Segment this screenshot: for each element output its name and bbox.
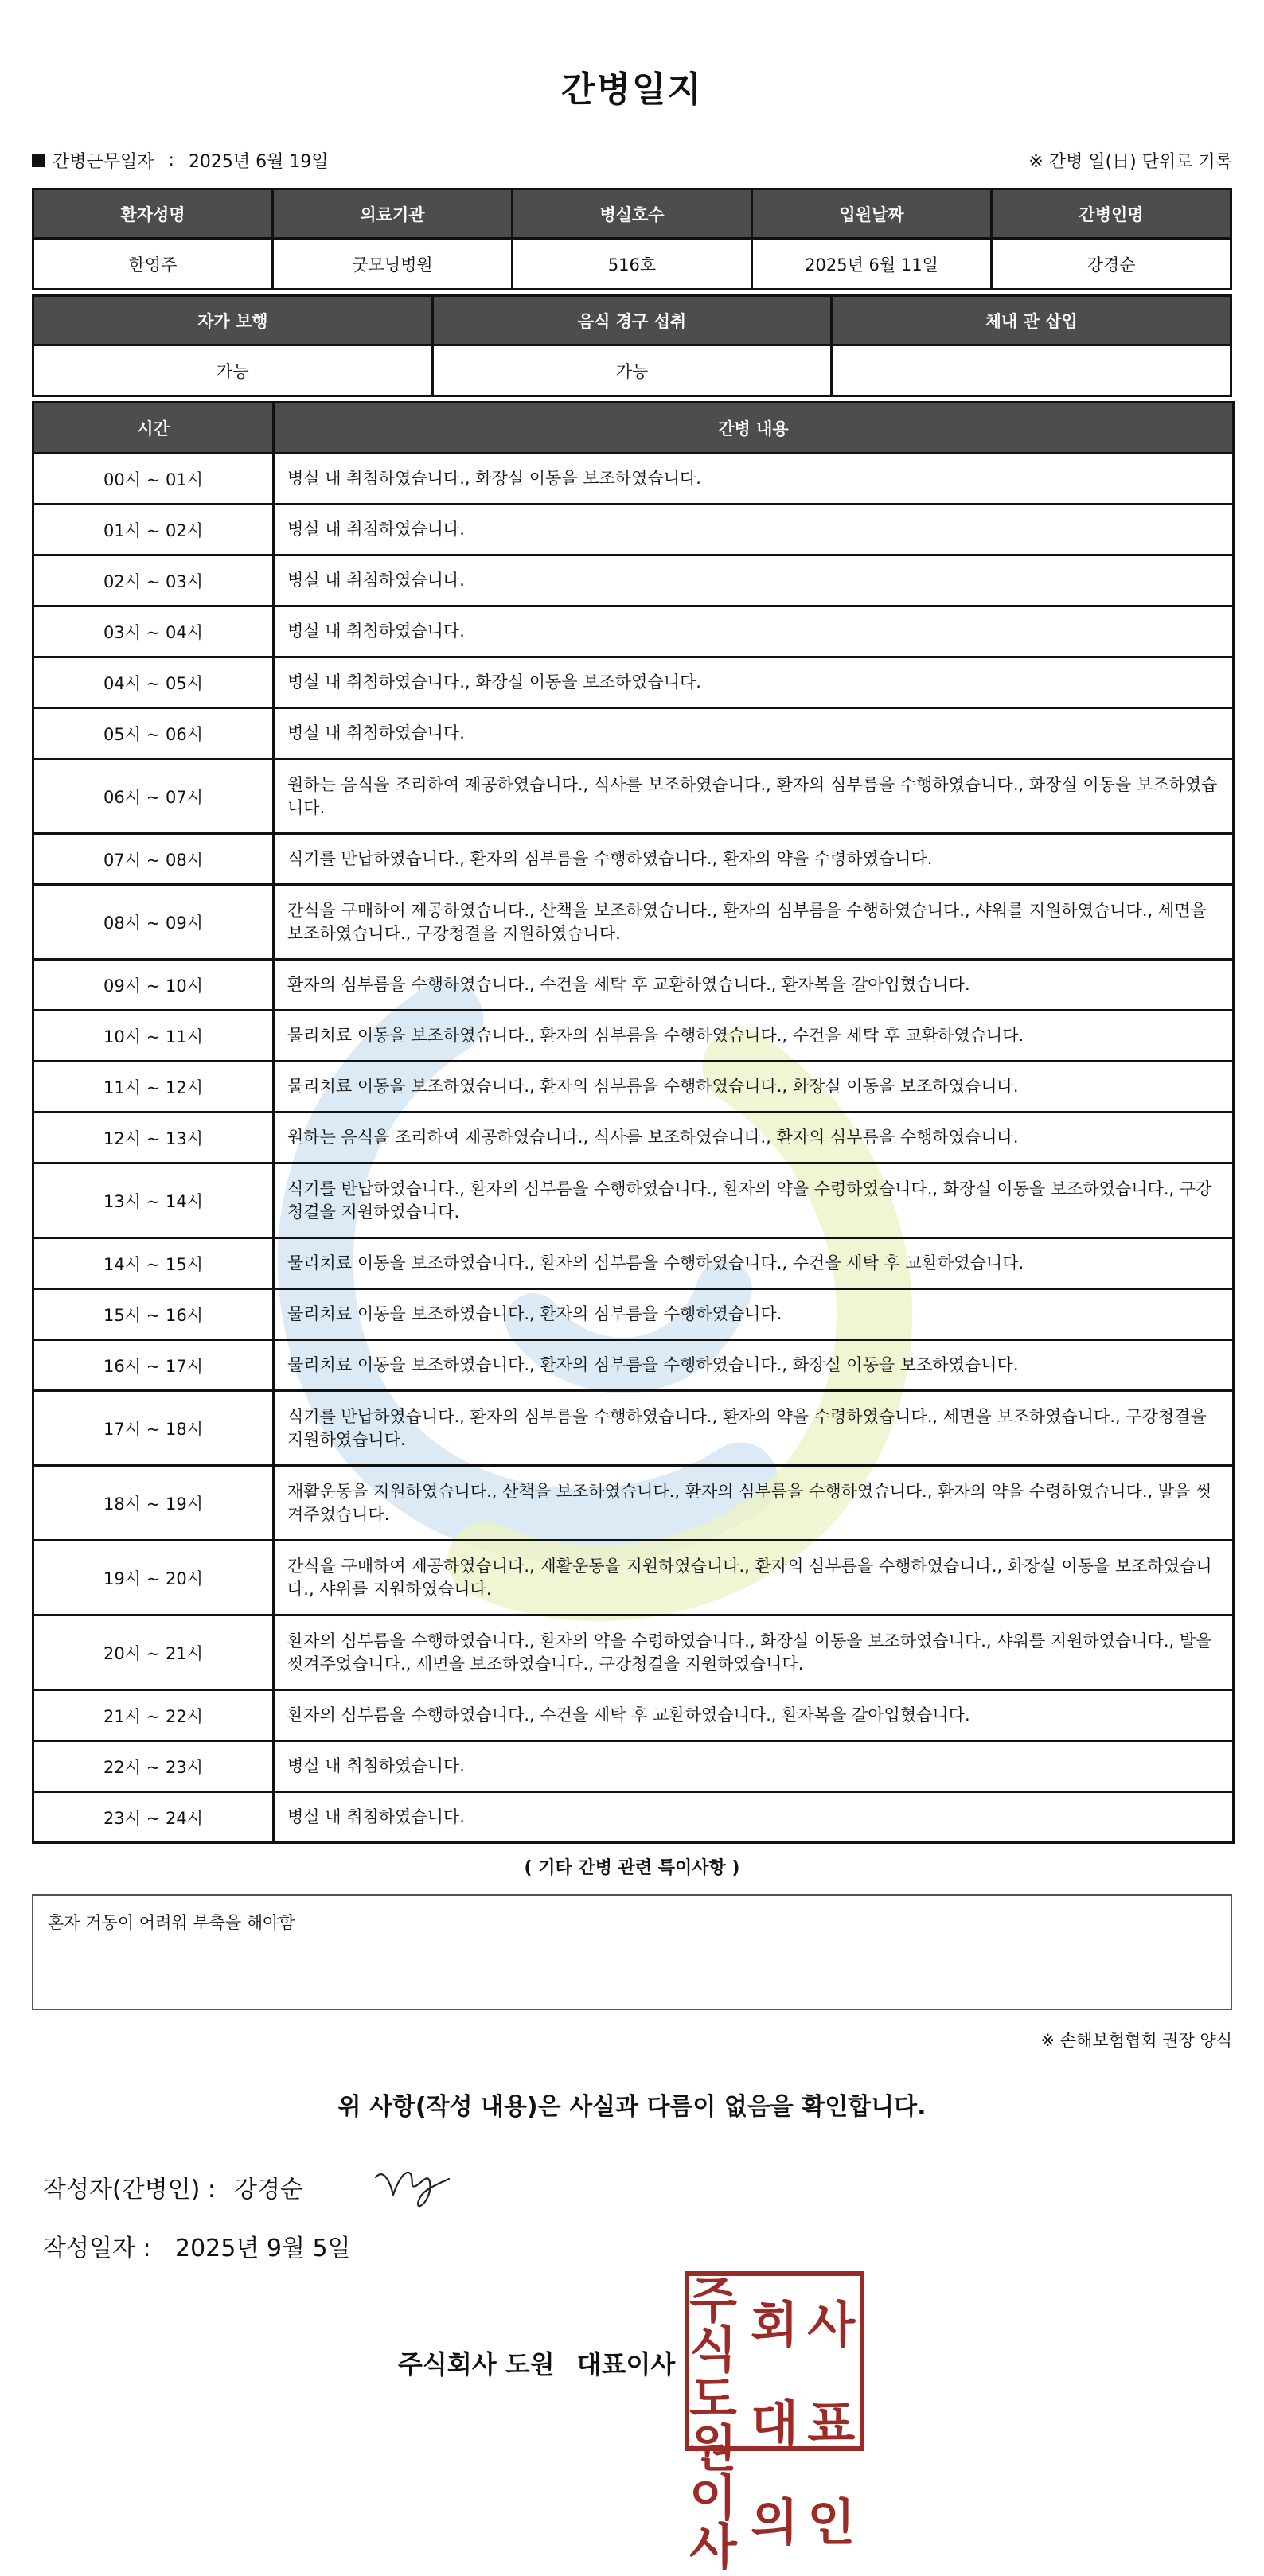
- seal-glyph: 이사: [689, 2469, 737, 2576]
- company-signature-line: [398, 2344, 675, 2381]
- care-cell: 병실 내 취침하였습니다.: [274, 1741, 1234, 1792]
- special-notes-box: 혼자 거동이 어려워 부축을 해야함: [32, 1894, 1232, 2010]
- table-row: [33, 505, 1234, 555]
- table-row: [33, 657, 1234, 708]
- self-walking-value: 가능: [33, 345, 433, 396]
- header-caregiver-name: 간병인명: [992, 189, 1231, 239]
- table-row: [33, 708, 1234, 759]
- table-row: [33, 960, 1234, 1011]
- table-row: [33, 1741, 1234, 1792]
- time-cell: 23시 ~ 24시: [33, 1792, 274, 1843]
- table-row: [33, 1113, 1234, 1163]
- special-notes-title: ( 기타 간병 관련 특이사항 ): [524, 1858, 740, 1878]
- care-cell: 병실 내 취침하였습니다.: [274, 606, 1234, 657]
- care-cell: 환자의 심부름을 수행하였습니다., 환자의 약을 수령하였습니다., 화장실 이동을 보조하였습니다., 샤워를 지원하였습니다., 발을 씻겨주었습니다., 세면을 보조하였습니다., 구강청결을 지원하였습니다.: [274, 1615, 1234, 1690]
- care-cell: 물리치료 이동을 보조하였습니다., 환자의 심부름을 수행하였습니다., 화장실 이동을 보조하였습니다.: [274, 1340, 1234, 1391]
- table-row: [33, 1391, 1234, 1466]
- time-cell: 03시 ~ 04시: [33, 606, 274, 657]
- writer-row: [43, 2169, 303, 2204]
- table-row: [33, 1011, 1234, 1062]
- header-oral-intake: 음식 경구 섭취: [432, 296, 832, 345]
- care-cell: 식기를 반납하였습니다., 환자의 심부름을 수행하였습니다., 환자의 약을 수령하였습니다.: [274, 834, 1234, 885]
- status-value-row: [33, 345, 1231, 396]
- table-row: [33, 1289, 1234, 1340]
- time-cell: 07시 ~ 08시: [33, 834, 274, 885]
- oral-intake-value: 가능: [432, 345, 832, 396]
- care-cell: 간식을 구매하여 제공하였습니다., 산책을 보조하였습니다., 환자의 심부름을 수행하였습니다., 샤워를 지원하였습니다., 세면을 보조하였습니다., 구강청결을 지원하였습니다.: [274, 885, 1234, 960]
- patient-header-row: [33, 189, 1231, 239]
- time-cell: 22시 ~ 23시: [33, 1741, 274, 1792]
- time-cell: 11시 ~ 12시: [33, 1062, 274, 1113]
- seal-glyph: 대: [751, 2395, 798, 2453]
- table-row: [33, 1792, 1234, 1843]
- care-cell: 병실 내 취침하였습니다., 화장실 이동을 보조하였습니다.: [274, 657, 1234, 708]
- time-cell: 20시 ~ 21시: [33, 1615, 274, 1690]
- admission-date: 2025년 6월 11일: [752, 239, 992, 290]
- care-cell: 원하는 음식을 조리하여 제공하였습니다., 식사를 보조하였습니다., 환자의 심부름을 수행하였습니다.: [274, 1113, 1234, 1163]
- time-cell: 04시 ~ 05시: [33, 657, 274, 708]
- header-patient-name: 환자성명: [33, 189, 273, 239]
- time-cell: 18시 ~ 19시: [33, 1466, 274, 1541]
- care-cell: 병실 내 취침하였습니다.: [274, 1792, 1234, 1843]
- header-hospital: 의료기관: [273, 189, 513, 239]
- patient-info-table: [32, 188, 1232, 290]
- care-cell: 병실 내 취침하였습니다., 화장실 이동을 보조하였습니다.: [274, 454, 1234, 505]
- header-self-walking: 자가 보행: [33, 296, 433, 345]
- care-cell: 물리치료 이동을 보조하였습니다., 환자의 심부름을 수행하였습니다., 수건을 세탁 후 교환하였습니다.: [274, 1238, 1234, 1289]
- patient-name: 한영주: [33, 239, 273, 290]
- time-cell: 09시 ~ 10시: [33, 960, 274, 1011]
- room-number: 516호: [513, 239, 752, 290]
- care-cell: 재활운동을 지원하였습니다., 산책을 보조하였습니다., 환자의 심부름을 수행하였습니다., 환자의 약을 수령하였습니다., 발을 씻겨주었습니다.: [274, 1466, 1234, 1541]
- form-source-note: ※ 손해보험협회 권장 양식: [1040, 2031, 1232, 2050]
- filled-square-icon: [32, 154, 45, 167]
- tube-insertion-value: [832, 345, 1231, 396]
- work-date-value: 2025년 6월 19일: [188, 152, 329, 172]
- time-cell: 08시 ~ 09시: [33, 885, 274, 960]
- time-cell: 06시 ~ 07시: [33, 759, 274, 834]
- seal-glyph: 주식: [689, 2271, 737, 2379]
- table-row: [33, 1340, 1234, 1391]
- patient-value-row: [33, 239, 1231, 290]
- patient-status-table: [32, 294, 1232, 397]
- time-cell: 10시 ~ 11시: [33, 1011, 274, 1062]
- care-cell: 간식을 구매하여 제공하였습니다., 재활운동을 지원하였습니다., 환자의 심부름을 수행하였습니다., 화장실 이동을 보조하였습니다., 샤워를 지원하였습니다.: [274, 1541, 1234, 1615]
- handwritten-signature: [369, 2150, 457, 2214]
- ceo-title: 대표이사: [576, 2349, 676, 2379]
- care-cell: 환자의 심부름을 수행하였습니다., 수건을 세탁 후 교환하였습니다., 환자복을 갈아입혔습니다.: [274, 1690, 1234, 1741]
- table-row: [33, 1690, 1234, 1741]
- written-date-value: 2025년 9월 5일: [175, 2235, 351, 2262]
- time-cell: 21시 ~ 22시: [33, 1690, 274, 1741]
- company-seal-stamp: [685, 2271, 864, 2576]
- time-cell: 01시 ~ 02시: [33, 505, 274, 555]
- time-cell: 14시 ~ 15시: [33, 1238, 274, 1289]
- table-row: [33, 606, 1234, 657]
- daily-note: ※ 간병 일(日) 단위로 기록: [1028, 152, 1232, 172]
- time-cell: 13시 ~ 14시: [33, 1163, 274, 1238]
- hourly-care-log-table: [32, 401, 1235, 1844]
- table-row: [33, 454, 1234, 505]
- writer-name: 강경순: [234, 2176, 303, 2204]
- table-row: [33, 1238, 1234, 1289]
- work-date: [32, 148, 329, 173]
- work-date-label: 간병근무일자: [53, 152, 154, 172]
- care-cell: 물리치료 이동을 보조하였습니다., 환자의 심부름을 수행하였습니다., 수건을 세탁 후 교환하였습니다.: [274, 1011, 1234, 1062]
- header-tube-insertion: 체내 관 삽입: [832, 296, 1231, 345]
- log-header-row: [33, 403, 1234, 454]
- seal-glyph: 표: [807, 2395, 856, 2453]
- time-cell: 15시 ~ 16시: [33, 1289, 274, 1340]
- caregiver-name: 강경순: [992, 239, 1231, 290]
- table-row: [33, 1541, 1234, 1615]
- time-cell: 05시 ~ 06시: [33, 708, 274, 759]
- table-row: [33, 1062, 1234, 1113]
- time-cell: 16시 ~ 17시: [33, 1340, 274, 1391]
- seal-glyph: 사: [807, 2296, 856, 2354]
- seal-glyph: 도원: [689, 2370, 737, 2477]
- writer-label: 작성자(간병인) :: [43, 2176, 216, 2204]
- table-row: [33, 885, 1234, 960]
- table-row: [33, 834, 1234, 885]
- seal-glyph: 의: [751, 2493, 798, 2551]
- written-date-row: [43, 2228, 351, 2263]
- table-row: [33, 1615, 1234, 1690]
- time-cell: 19시 ~ 20시: [33, 1541, 274, 1615]
- time-cell: 12시 ~ 13시: [33, 1113, 274, 1163]
- seal-glyph: 인: [807, 2493, 856, 2551]
- written-date-label: 작성일자 :: [43, 2235, 151, 2262]
- header-care-content: 간병 내용: [274, 403, 1234, 454]
- work-date-colon: :: [168, 150, 174, 170]
- header-admission-date: 입원날짜: [752, 189, 992, 239]
- header-time: 시간: [33, 403, 274, 454]
- table-row: [33, 759, 1234, 834]
- company-name: 주식회사 도원: [398, 2349, 555, 2379]
- care-cell: 환자의 심부름을 수행하였습니다., 수건을 세탁 후 교환하였습니다., 환자복을 갈아입혔습니다.: [274, 960, 1234, 1011]
- time-cell: 17시 ~ 18시: [33, 1391, 274, 1466]
- care-cell: 원하는 음식을 조리하여 제공하였습니다., 식사를 보조하였습니다., 환자의 심부름을 수행하였습니다., 화장실 이동을 보조하였습니다.: [274, 759, 1234, 834]
- care-cell: 식기를 반납하였습니다., 환자의 심부름을 수행하였습니다., 환자의 약을 수령하였습니다., 화장실 이동을 보조하였습니다., 구강청결을 지원하였습니다.: [274, 1163, 1234, 1238]
- care-cell: 물리치료 이동을 보조하였습니다., 환자의 심부름을 수행하였습니다., 화장실 이동을 보조하였습니다.: [274, 1062, 1234, 1113]
- care-cell: 병실 내 취침하였습니다.: [274, 505, 1234, 555]
- meta-row: [32, 148, 1232, 177]
- hospital-name: 굿모닝병원: [273, 239, 513, 290]
- care-cell: 병실 내 취침하였습니다.: [274, 555, 1234, 606]
- care-cell: 식기를 반납하였습니다., 환자의 심부름을 수행하였습니다., 환자의 약을 수령하였습니다., 세면을 보조하였습니다., 구강청결을 지원하였습니다.: [274, 1391, 1234, 1466]
- header-room: 병실호수: [513, 189, 752, 239]
- care-cell: 병실 내 취침하였습니다.: [274, 708, 1234, 759]
- document-title: 간병일지: [560, 69, 703, 110]
- status-header-row: [33, 296, 1231, 345]
- seal-glyph: 회: [751, 2296, 798, 2354]
- time-cell: 02시 ~ 03시: [33, 555, 274, 606]
- confirmation-statement: 위 사항(작성 내용)은 사실과 다름이 없음을 확인합니다.: [337, 2093, 927, 2121]
- table-row: [33, 555, 1234, 606]
- time-cell: 00시 ~ 01시: [33, 454, 274, 505]
- care-cell: 물리치료 이동을 보조하였습니다., 환자의 심부름을 수행하였습니다.: [274, 1289, 1234, 1340]
- table-row: [33, 1163, 1234, 1238]
- table-row: [33, 1466, 1234, 1541]
